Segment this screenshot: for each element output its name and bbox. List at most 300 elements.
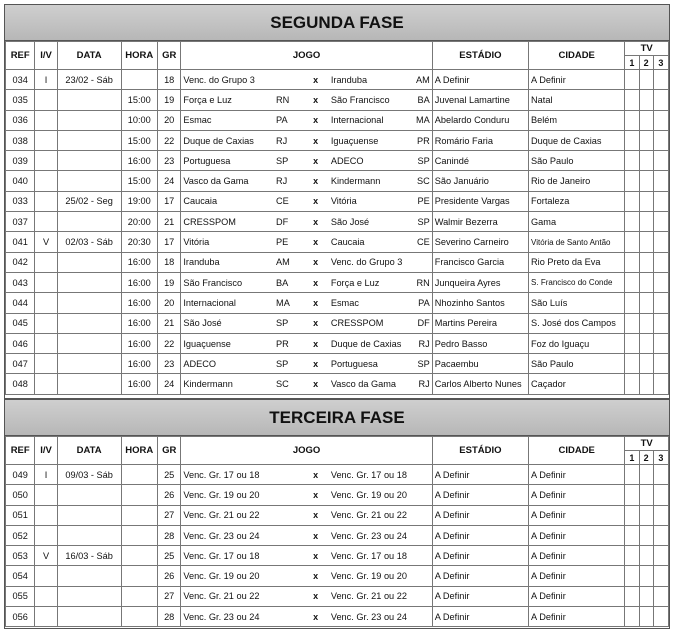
tv-3-cell [653, 333, 668, 353]
home-team: Venc. Gr. 21 ou 22 [181, 586, 270, 606]
group-cell: 19 [158, 272, 181, 292]
away-state: SP [410, 151, 432, 171]
ref-cell: 041 [6, 232, 35, 252]
home-state: SC [270, 374, 302, 394]
tv-1-cell [625, 505, 639, 525]
ref-cell: 036 [6, 110, 35, 130]
city-cell: A Definir [529, 485, 625, 505]
ref-cell: 056 [6, 607, 35, 627]
away-team: ADECO [329, 151, 410, 171]
iv-cell [35, 485, 57, 505]
versus-mark: x [302, 546, 328, 566]
table-row [6, 70, 669, 90]
away-state: PA [410, 293, 432, 313]
away-state: RJ [410, 374, 432, 394]
ref-cell: 053 [6, 546, 35, 566]
group-cell: 27 [158, 586, 181, 606]
stadium-cell: Francisco Garcia [432, 252, 528, 272]
table-row [6, 151, 669, 171]
ref-cell: 054 [6, 566, 35, 586]
tv-2-cell [639, 252, 653, 272]
home-team: Venc. Gr. 19 ou 20 [181, 566, 270, 586]
versus-mark: x [302, 485, 328, 505]
tv-3-cell [653, 272, 668, 292]
date-cell [57, 485, 121, 505]
home-state [270, 525, 302, 545]
tv-1-cell [625, 90, 639, 110]
group-cell: 27 [158, 505, 181, 525]
header-tv-2: 2 [639, 451, 653, 465]
stadium-cell: Walmir Bezerra [432, 212, 528, 232]
ref-cell: 046 [6, 333, 35, 353]
ref-cell: 039 [6, 151, 35, 171]
home-state: DF [270, 212, 302, 232]
versus-mark: x [302, 171, 328, 191]
city-cell: A Definir [529, 546, 625, 566]
home-team: Vasco da Gama [181, 171, 270, 191]
versus-mark: x [302, 313, 328, 333]
date-cell [57, 212, 121, 232]
header-data: DATA [57, 437, 121, 465]
tv-3-cell [653, 252, 668, 272]
tv-2-cell [639, 607, 653, 627]
time-cell [121, 465, 157, 485]
away-state: BA [410, 90, 432, 110]
group-cell: 22 [158, 130, 181, 150]
away-team: Vitória [329, 191, 410, 211]
time-cell [121, 607, 157, 627]
away-state: DF [410, 313, 432, 333]
time-cell: 20:00 [121, 212, 157, 232]
header-iv: I/V [35, 42, 57, 70]
time-cell: 15:00 [121, 171, 157, 191]
group-cell: 28 [158, 607, 181, 627]
tv-3-cell [653, 171, 668, 191]
table-row [6, 333, 669, 353]
table-row [6, 505, 669, 525]
away-state [410, 485, 432, 505]
group-cell: 19 [158, 90, 181, 110]
iv-cell [35, 313, 57, 333]
tv-1-cell [625, 252, 639, 272]
tv-1-cell [625, 485, 639, 505]
tv-2-cell [639, 232, 653, 252]
table-row [6, 586, 669, 606]
header-estadio: ESTÁDIO [432, 42, 528, 70]
table-row [6, 191, 669, 211]
tv-2-cell [639, 566, 653, 586]
ref-cell: 040 [6, 171, 35, 191]
iv-cell [35, 333, 57, 353]
stadium-cell: A Definir [432, 586, 528, 606]
tv-3-cell [653, 525, 668, 545]
home-team: Venc. Gr. 17 ou 18 [181, 465, 270, 485]
home-team: ADECO [181, 354, 270, 374]
tv-3-cell [653, 465, 668, 485]
time-cell [121, 566, 157, 586]
group-cell: 23 [158, 354, 181, 374]
away-state [410, 607, 432, 627]
iv-cell [35, 607, 57, 627]
city-cell: Fortaleza [529, 191, 625, 211]
home-team: Kindermann [181, 374, 270, 394]
away-state: SC [410, 171, 432, 191]
away-state: PE [410, 191, 432, 211]
iv-cell [35, 354, 57, 374]
date-cell: 02/03 - Sáb [57, 232, 121, 252]
home-state: CE [270, 191, 302, 211]
ref-cell: 047 [6, 354, 35, 374]
tv-3-cell [653, 191, 668, 211]
header-ref: REF [6, 42, 35, 70]
ref-cell: 050 [6, 485, 35, 505]
time-cell [121, 525, 157, 545]
header-hora: HORA [121, 437, 157, 465]
city-cell: Belém [529, 110, 625, 130]
away-team: Venc. Gr. 19 ou 20 [329, 566, 410, 586]
tv-2-cell [639, 293, 653, 313]
stadium-cell: Junqueira Ayres [432, 272, 528, 292]
tv-1-cell [625, 293, 639, 313]
header-tv-1: 1 [625, 451, 639, 465]
city-cell: A Definir [529, 70, 625, 90]
segunda-fase-section [4, 4, 670, 399]
header-cidade: CIDADE [529, 42, 625, 70]
versus-mark: x [302, 333, 328, 353]
iv-cell [35, 566, 57, 586]
tv-1-cell [625, 607, 639, 627]
tv-1-cell [625, 354, 639, 374]
group-cell: 21 [158, 212, 181, 232]
versus-mark: x [302, 586, 328, 606]
away-team: Caucaia [329, 232, 410, 252]
ref-cell: 048 [6, 374, 35, 394]
iv-cell [35, 110, 57, 130]
table-row [6, 272, 669, 292]
tv-3-cell [653, 374, 668, 394]
tv-3-cell [653, 232, 668, 252]
versus-mark: x [302, 191, 328, 211]
home-team: Força e Luz [181, 90, 270, 110]
tv-2-cell [639, 110, 653, 130]
away-state [410, 505, 432, 525]
city-cell: A Definir [529, 505, 625, 525]
date-cell: 09/03 - Sáb [57, 465, 121, 485]
ref-cell: 045 [6, 313, 35, 333]
stadium-cell: Presidente Vargas [432, 191, 528, 211]
table-row [6, 252, 669, 272]
tv-1-cell [625, 546, 639, 566]
time-cell: 16:00 [121, 151, 157, 171]
group-cell: 23 [158, 151, 181, 171]
group-cell: 28 [158, 525, 181, 545]
iv-cell [35, 272, 57, 292]
ref-cell: 038 [6, 130, 35, 150]
date-cell [57, 525, 121, 545]
header-iv: I/V [35, 437, 57, 465]
versus-mark: x [302, 465, 328, 485]
away-team: Duque de Caxias [329, 333, 410, 353]
table-row [6, 90, 669, 110]
header-gr: GR [158, 437, 181, 465]
home-state: AM [270, 252, 302, 272]
iv-cell [35, 171, 57, 191]
date-cell [57, 374, 121, 394]
tv-1-cell [625, 313, 639, 333]
versus-mark: x [302, 505, 328, 525]
city-cell: Natal [529, 90, 625, 110]
group-cell: 20 [158, 293, 181, 313]
city-cell: São Paulo [529, 354, 625, 374]
date-cell [57, 333, 121, 353]
home-team: Duque de Caxias [181, 130, 270, 150]
stadium-cell: A Definir [432, 607, 528, 627]
date-cell [57, 151, 121, 171]
time-cell: 16:00 [121, 272, 157, 292]
group-cell: 18 [158, 252, 181, 272]
header-cidade: CIDADE [529, 437, 625, 465]
away-team: Venc. do Grupo 3 [329, 252, 410, 272]
tv-1-cell [625, 374, 639, 394]
date-cell: 16/03 - Sáb [57, 546, 121, 566]
versus-mark: x [302, 272, 328, 292]
tv-2-cell [639, 90, 653, 110]
tv-3-cell [653, 151, 668, 171]
header-data: DATA [57, 42, 121, 70]
iv-cell [35, 293, 57, 313]
versus-mark: x [302, 607, 328, 627]
tv-3-cell [653, 212, 668, 232]
date-cell [57, 130, 121, 150]
away-team: São José [329, 212, 410, 232]
tv-2-cell [639, 465, 653, 485]
versus-mark: x [302, 70, 328, 90]
city-cell: S. José dos Campos [529, 313, 625, 333]
stadium-cell: Severino Carneiro [432, 232, 528, 252]
date-cell [57, 90, 121, 110]
tv-2-cell [639, 586, 653, 606]
iv-cell [35, 191, 57, 211]
time-cell: 16:00 [121, 333, 157, 353]
table-row [6, 465, 669, 485]
home-team: Venc. Gr. 19 ou 20 [181, 485, 270, 505]
tv-2-cell [639, 525, 653, 545]
stadium-cell: A Definir [432, 566, 528, 586]
tv-1-cell [625, 70, 639, 90]
section-title: TERCEIRA FASE [5, 400, 669, 436]
tv-3-cell [653, 110, 668, 130]
stadium-cell: Canindé [432, 151, 528, 171]
home-team: Vitória [181, 232, 270, 252]
tv-3-cell [653, 130, 668, 150]
away-team: CRESSPOM [329, 313, 410, 333]
tv-3-cell [653, 586, 668, 606]
header-jogo: JOGO [181, 437, 432, 465]
header-tv-3: 3 [653, 451, 668, 465]
ref-cell: 034 [6, 70, 35, 90]
stadium-cell: Romário Faria [432, 130, 528, 150]
city-cell: Rio Preto da Eva [529, 252, 625, 272]
city-cell: São Luís [529, 293, 625, 313]
home-state [270, 586, 302, 606]
stadium-cell: A Definir [432, 70, 528, 90]
versus-mark: x [302, 110, 328, 130]
away-team: Iguaçuense [329, 130, 410, 150]
terceira-fase-rows [6, 465, 669, 627]
iv-cell: I [35, 70, 57, 90]
iv-cell: I [35, 465, 57, 485]
tv-1-cell [625, 171, 639, 191]
home-state: RJ [270, 171, 302, 191]
time-cell [121, 505, 157, 525]
tv-2-cell [639, 130, 653, 150]
tv-3-cell [653, 566, 668, 586]
ref-cell: 055 [6, 586, 35, 606]
city-cell: A Definir [529, 607, 625, 627]
time-cell: 10:00 [121, 110, 157, 130]
city-cell: Rio de Janeiro [529, 171, 625, 191]
tv-1-cell [625, 191, 639, 211]
tv-2-cell [639, 212, 653, 232]
group-cell: 17 [158, 191, 181, 211]
time-cell: 16:00 [121, 293, 157, 313]
date-cell [57, 607, 121, 627]
home-team: São Francisco [181, 272, 270, 292]
tv-2-cell [639, 374, 653, 394]
tv-2-cell [639, 505, 653, 525]
stadium-cell: Pedro Basso [432, 333, 528, 353]
group-cell: 25 [158, 546, 181, 566]
home-state: PR [270, 333, 302, 353]
table-row [6, 313, 669, 333]
city-cell: A Definir [529, 586, 625, 606]
home-state: SP [270, 313, 302, 333]
away-team: Iranduba [329, 70, 410, 90]
section-title: SEGUNDA FASE [5, 5, 669, 41]
tv-3-cell [653, 70, 668, 90]
segunda-fase-table [5, 41, 669, 395]
away-team: Venc. Gr. 21 ou 22 [329, 505, 410, 525]
group-cell: 26 [158, 485, 181, 505]
header-tv: TV [625, 42, 669, 56]
away-team: Kindermann [329, 171, 410, 191]
versus-mark: x [302, 525, 328, 545]
home-state: MA [270, 293, 302, 313]
tv-3-cell [653, 90, 668, 110]
tv-1-cell [625, 586, 639, 606]
ref-cell: 049 [6, 465, 35, 485]
away-team: Venc. Gr. 17 ou 18 [329, 546, 410, 566]
tv-1-cell [625, 272, 639, 292]
ref-cell: 051 [6, 505, 35, 525]
home-team: Venc. Gr. 23 ou 24 [181, 525, 270, 545]
time-cell [121, 485, 157, 505]
iv-cell [35, 374, 57, 394]
stadium-cell: Carlos Alberto Nunes [432, 374, 528, 394]
home-state [270, 607, 302, 627]
ref-cell: 035 [6, 90, 35, 110]
header-tv: TV [625, 437, 669, 451]
away-state [410, 465, 432, 485]
iv-cell [35, 90, 57, 110]
home-team: Venc. Gr. 21 ou 22 [181, 505, 270, 525]
table-row [6, 293, 669, 313]
tv-3-cell [653, 293, 668, 313]
tv-3-cell [653, 607, 668, 627]
tv-1-cell [625, 151, 639, 171]
header-jogo: JOGO [181, 42, 432, 70]
away-team: Venc. Gr. 17 ou 18 [329, 465, 410, 485]
home-team: Iranduba [181, 252, 270, 272]
tv-1-cell [625, 525, 639, 545]
away-team: Vasco da Gama [329, 374, 410, 394]
time-cell: 16:00 [121, 354, 157, 374]
home-state [270, 505, 302, 525]
tv-3-cell [653, 505, 668, 525]
home-team: Venc. do Grupo 3 [181, 70, 270, 90]
versus-mark: x [302, 232, 328, 252]
tv-2-cell [639, 272, 653, 292]
home-team: São José [181, 313, 270, 333]
away-state [410, 525, 432, 545]
home-state [270, 70, 302, 90]
date-cell [57, 566, 121, 586]
time-cell: 20:30 [121, 232, 157, 252]
date-cell [57, 505, 121, 525]
versus-mark: x [302, 374, 328, 394]
group-cell: 25 [158, 465, 181, 485]
home-state [270, 465, 302, 485]
ref-cell: 037 [6, 212, 35, 232]
time-cell [121, 546, 157, 566]
away-state [410, 546, 432, 566]
away-state: MA [410, 110, 432, 130]
date-cell: 23/02 - Sáb [57, 70, 121, 90]
city-cell: A Definir [529, 566, 625, 586]
table-row [6, 546, 669, 566]
group-cell: 21 [158, 313, 181, 333]
tv-3-cell [653, 313, 668, 333]
tv-2-cell [639, 485, 653, 505]
stadium-cell: A Definir [432, 525, 528, 545]
stadium-cell: Abelardo Conduru [432, 110, 528, 130]
versus-mark: x [302, 212, 328, 232]
table-row [6, 110, 669, 130]
versus-mark: x [302, 293, 328, 313]
time-cell: 16:00 [121, 374, 157, 394]
home-state: PA [270, 110, 302, 130]
time-cell: 16:00 [121, 313, 157, 333]
ref-cell: 042 [6, 252, 35, 272]
home-team: Venc. Gr. 23 ou 24 [181, 607, 270, 627]
header-tv-2: 2 [639, 56, 653, 70]
stadium-cell: A Definir [432, 505, 528, 525]
versus-mark: x [302, 252, 328, 272]
versus-mark: x [302, 151, 328, 171]
away-state [410, 586, 432, 606]
terceira-fase-table [5, 436, 669, 627]
time-cell: 15:00 [121, 90, 157, 110]
city-cell: Caçador [529, 374, 625, 394]
tv-2-cell [639, 191, 653, 211]
stadium-cell: A Definir [432, 465, 528, 485]
date-cell [57, 272, 121, 292]
away-state: SP [410, 212, 432, 232]
tv-3-cell [653, 485, 668, 505]
city-cell: A Definir [529, 525, 625, 545]
date-cell: 25/02 - Seg [57, 191, 121, 211]
header-tv-1: 1 [625, 56, 639, 70]
